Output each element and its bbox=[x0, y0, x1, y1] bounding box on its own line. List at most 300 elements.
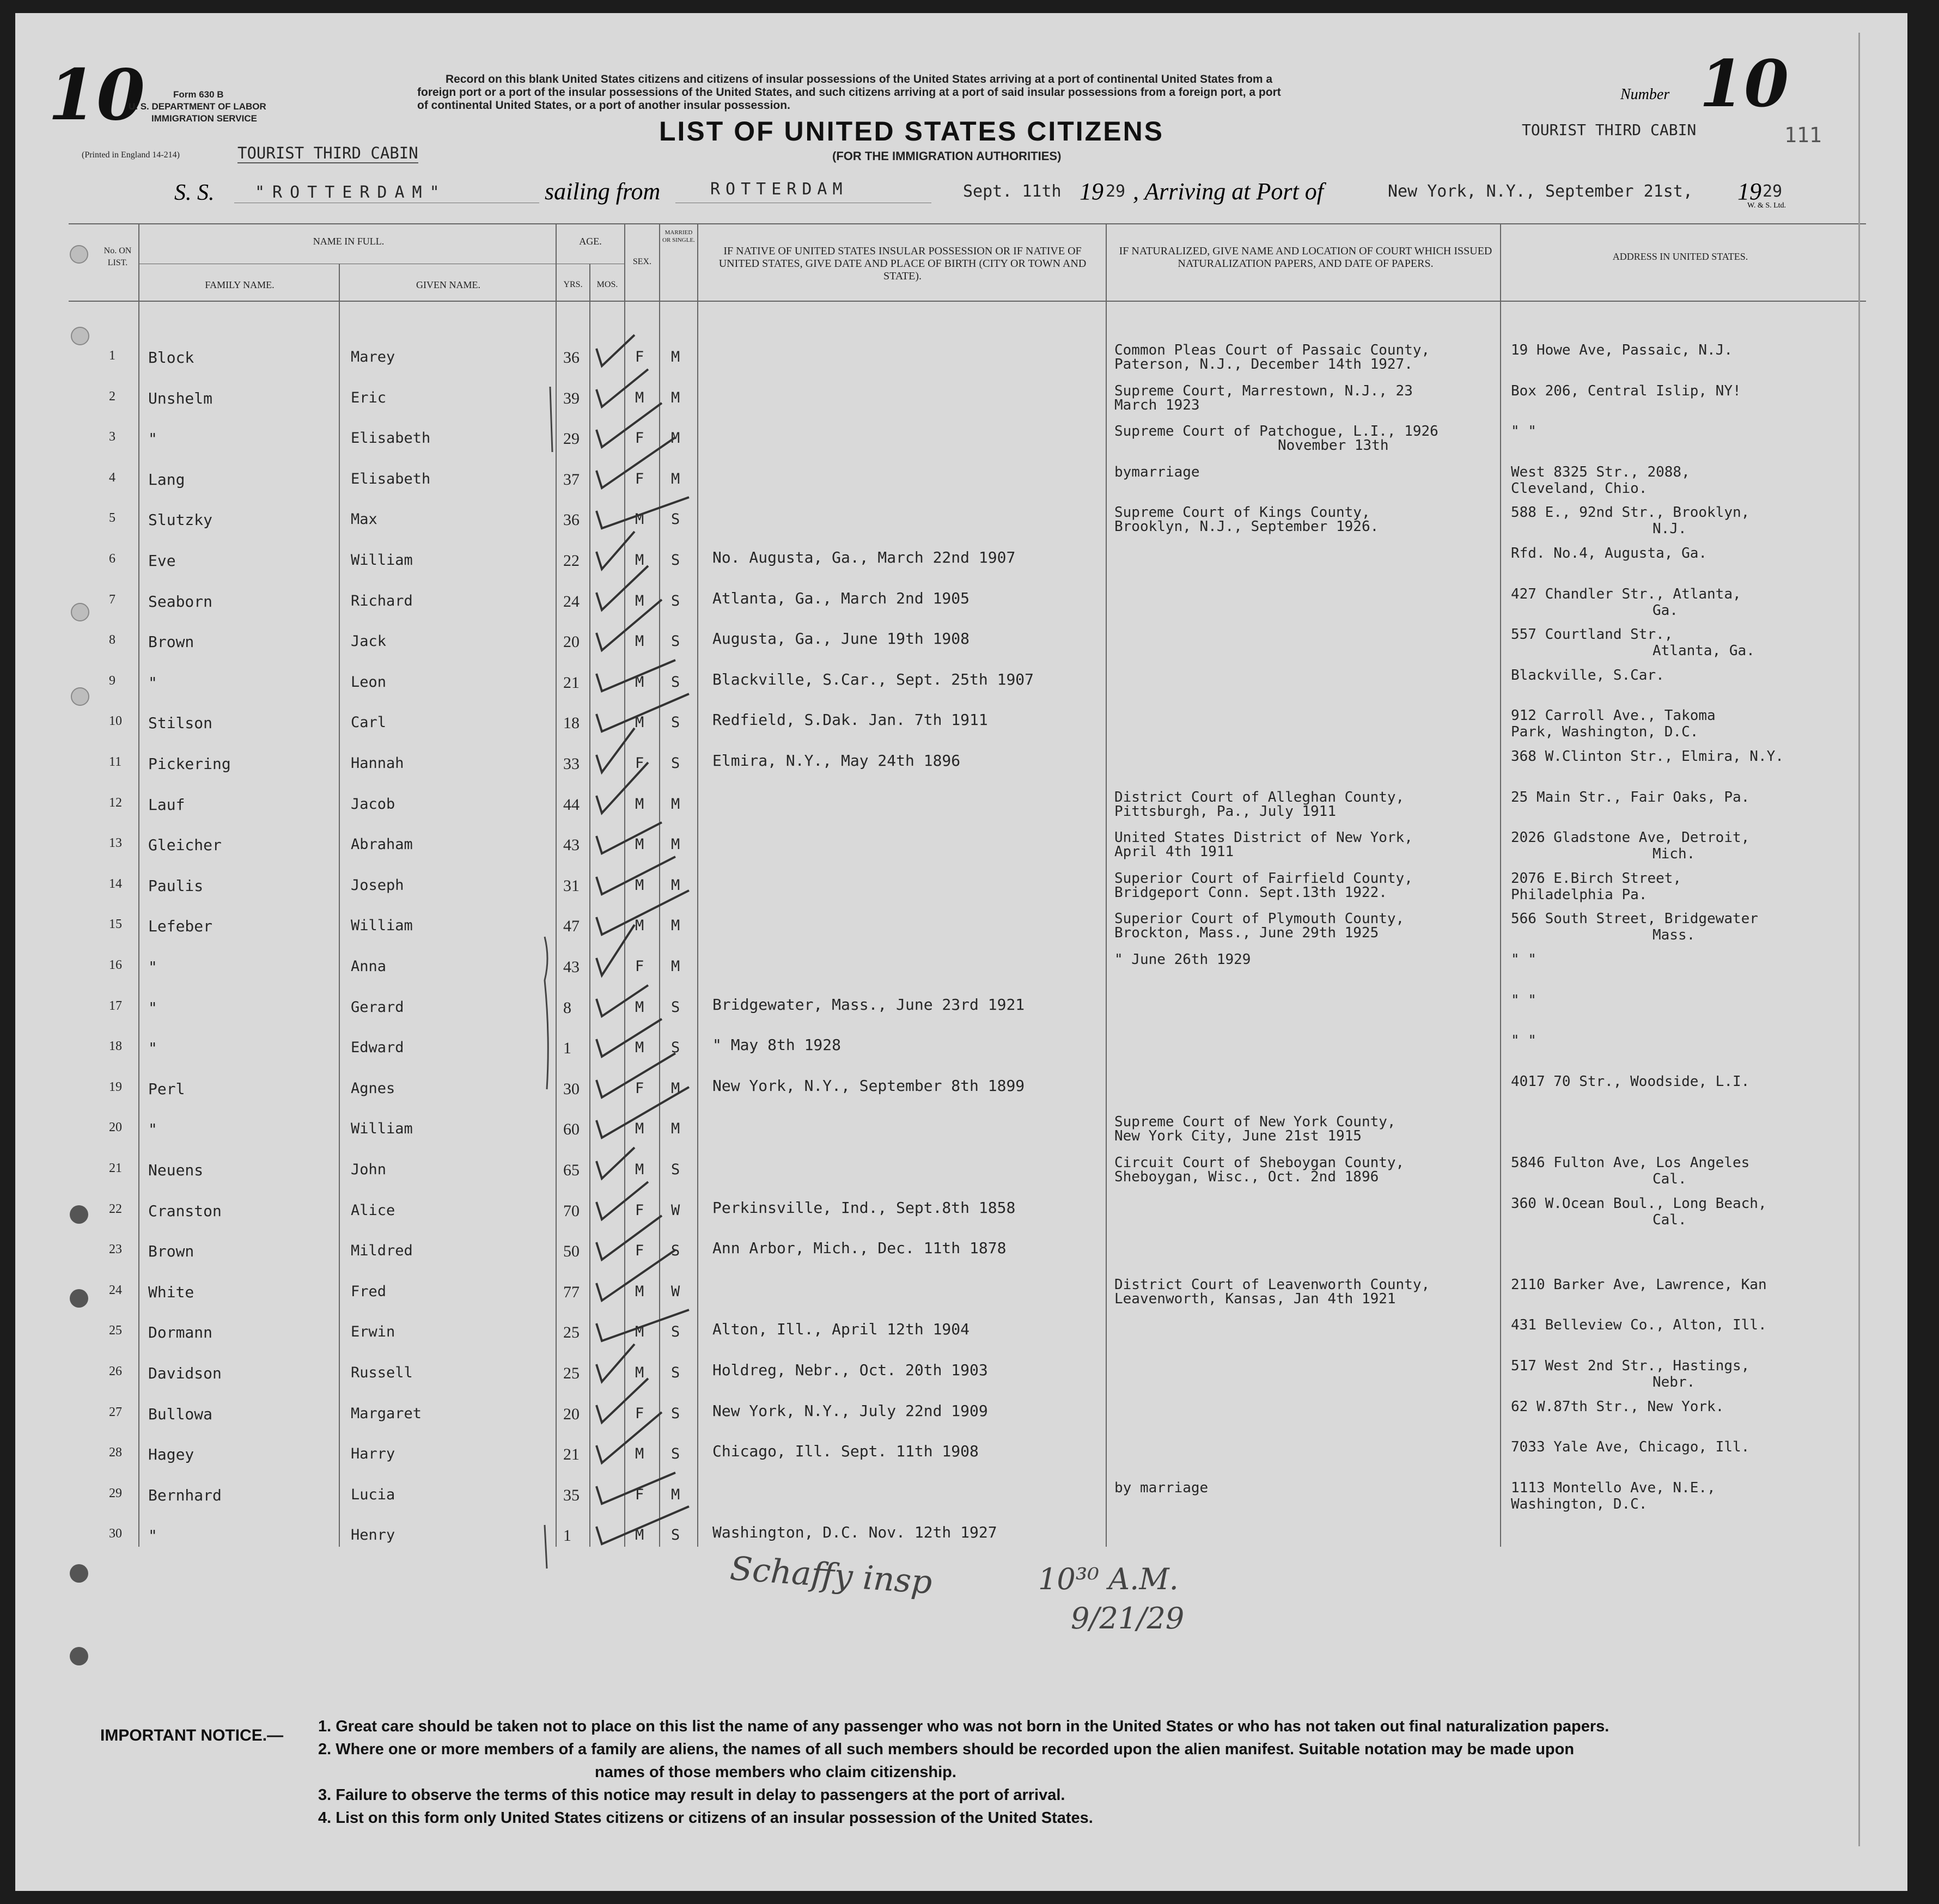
address-line: Cal. bbox=[1653, 1212, 1687, 1228]
birth-place-date: Augusta, Ga., June 19th 1908 bbox=[712, 630, 970, 648]
birth-place-date: Ann Arbor, Mich., Dec. 11th 1878 bbox=[712, 1239, 1007, 1257]
naturalization-line: " June 26th 1929 bbox=[1114, 951, 1251, 968]
notice-label: IMPORTANT NOTICE.— bbox=[100, 1726, 284, 1744]
naturalization-line: Supreme Court of Kings County, bbox=[1114, 504, 1370, 521]
age-years: 29 bbox=[563, 430, 580, 448]
family-name: Eve bbox=[148, 552, 176, 570]
age-years: 31 bbox=[563, 877, 580, 895]
check-mark bbox=[596, 335, 635, 366]
notice-item: 2. Where one or more members of a family are aliens, the names of all such members should be recorded upon the alien manifest. Suitable notation may be made upon bbox=[318, 1741, 1575, 1758]
sex: M bbox=[635, 1283, 644, 1300]
age-years: 35 bbox=[563, 1486, 580, 1504]
family-name: Pickering bbox=[148, 755, 231, 773]
family-name: White bbox=[148, 1283, 194, 1301]
given-name: Joseph bbox=[351, 877, 404, 894]
marital-status: W bbox=[671, 1283, 680, 1300]
family-name: Cranston bbox=[148, 1202, 222, 1220]
age-years: 25 bbox=[563, 1364, 580, 1382]
check-mark bbox=[596, 660, 675, 691]
marital-status: S bbox=[671, 552, 680, 569]
age-years: 25 bbox=[563, 1323, 580, 1341]
instruction-line: of continental United States, or a port of another insular possession. bbox=[417, 99, 790, 112]
given-name: Edward bbox=[351, 1039, 404, 1056]
stamp-number: 111 bbox=[1784, 123, 1822, 147]
family-name: Gleicher bbox=[148, 836, 222, 854]
arrival-year-prefix: 19 bbox=[1737, 178, 1761, 205]
row-number: 21 bbox=[109, 1161, 122, 1175]
check-mark bbox=[596, 985, 648, 1016]
check-mark bbox=[596, 403, 662, 447]
birth-place-date: Alton, Ill., April 12th 1904 bbox=[712, 1320, 970, 1338]
birth-place-date: Bridgewater, Mass., June 23rd 1921 bbox=[712, 996, 1025, 1014]
col-header-family: FAMILY NAME. bbox=[205, 279, 275, 290]
sex: F bbox=[635, 1486, 644, 1503]
given-name: Mildred bbox=[351, 1242, 413, 1259]
check-mark bbox=[596, 857, 675, 894]
col-header-given: GIVEN NAME. bbox=[416, 279, 480, 290]
address-line: 19 Howe Ave, Passaic, N.J. bbox=[1511, 342, 1733, 358]
row-number: 30 bbox=[109, 1527, 122, 1541]
given-name: Alice bbox=[351, 1202, 395, 1219]
address-line: 557 Courtland Str., bbox=[1511, 626, 1673, 643]
col-header-naturalized: IF NATURALIZED, GIVE NAME AND LOCATION OF COURT WHICH ISSUED NATURALIZATION PAPERS, AND DATE OF PAPERS. bbox=[1119, 245, 1492, 270]
corner-number-left: 10 bbox=[48, 54, 145, 136]
address-line: 25 Main Str., Fair Oaks, Pa. bbox=[1511, 789, 1750, 805]
address-line: 5846 Fulton Ave, Los Angeles bbox=[1511, 1155, 1750, 1171]
naturalization-line: by marriage bbox=[1114, 1480, 1209, 1496]
marital-status: S bbox=[671, 511, 680, 528]
check-mark bbox=[596, 822, 662, 853]
check-mark bbox=[596, 1053, 675, 1097]
given-name: John bbox=[351, 1161, 387, 1178]
given-name: Carl bbox=[351, 714, 387, 731]
given-name: Elisabeth bbox=[351, 430, 431, 447]
row-number: 4 bbox=[109, 471, 115, 485]
age-years: 20 bbox=[563, 1405, 580, 1423]
age-years: 22 bbox=[563, 552, 580, 570]
sex: M bbox=[635, 999, 644, 1016]
birth-place-date: Washington, D.C. Nov. 12th 1927 bbox=[712, 1523, 997, 1541]
row-number: 22 bbox=[109, 1202, 122, 1216]
age-years: 36 bbox=[563, 511, 580, 529]
printer-mark: W. & S. Ltd. bbox=[1747, 202, 1786, 210]
ship-prefix: S. S. bbox=[174, 180, 215, 205]
address-line: Blackville, S.Car. bbox=[1511, 667, 1664, 684]
address-line: " " bbox=[1511, 992, 1536, 1009]
family-name: " bbox=[148, 1039, 157, 1057]
given-name: William bbox=[351, 1120, 413, 1137]
age-years: 77 bbox=[563, 1283, 580, 1301]
family-name: Davidson bbox=[148, 1364, 222, 1382]
naturalization-line: April 4th 1911 bbox=[1114, 844, 1234, 860]
family-bracket bbox=[545, 937, 548, 1089]
row-number: 12 bbox=[109, 796, 122, 810]
sex: F bbox=[635, 430, 644, 447]
sex: M bbox=[635, 674, 644, 691]
row-number: 9 bbox=[109, 674, 115, 688]
cabin-class-right: TOURIST THIRD CABIN bbox=[1522, 121, 1697, 139]
arriving-label: , Arriving at Port of bbox=[1133, 178, 1324, 205]
naturalization-line: Brooklyn, N.J., September 1926. bbox=[1114, 518, 1379, 535]
address-line: Philadelphia Pa. bbox=[1511, 887, 1648, 903]
check-mark bbox=[596, 437, 675, 488]
address-line: Park, Washington, D.C. bbox=[1511, 724, 1699, 740]
address-line: 360 W.Ocean Boul., Long Beach, bbox=[1511, 1195, 1767, 1212]
row-number: 8 bbox=[109, 633, 115, 647]
year-suffix: 29 bbox=[1106, 182, 1126, 201]
given-name: Jack bbox=[351, 633, 387, 650]
naturalization-line: United States District of New York, bbox=[1114, 829, 1413, 846]
row-number: 7 bbox=[109, 593, 115, 607]
naturalization-line: Common Pleas Court of Passaic County, bbox=[1114, 342, 1430, 358]
given-name: Harry bbox=[351, 1445, 395, 1462]
given-name: Abraham bbox=[351, 836, 413, 853]
address-line: 2110 Barker Ave, Lawrence, Kan bbox=[1511, 1277, 1767, 1293]
sailing-date: Sept. 11th bbox=[963, 182, 1062, 201]
check-mark bbox=[596, 728, 635, 772]
address-line: N.J. bbox=[1653, 521, 1687, 537]
address-line: 62 W.87th Str., New York. bbox=[1511, 1399, 1724, 1415]
row-number: 10 bbox=[109, 714, 122, 728]
check-mark bbox=[596, 1473, 675, 1504]
naturalization-line: District Court of Leavenworth County, bbox=[1114, 1277, 1430, 1293]
sex: M bbox=[635, 511, 644, 528]
age-years: 50 bbox=[563, 1242, 580, 1260]
check-mark bbox=[596, 1378, 648, 1423]
sailing-label: sailing from bbox=[545, 178, 661, 205]
family-name: Stilson bbox=[148, 714, 213, 732]
check-mark bbox=[596, 1344, 635, 1382]
sex: M bbox=[635, 836, 644, 853]
naturalization-line: Superior Court of Fairfield County, bbox=[1114, 870, 1413, 887]
address-line: " " bbox=[1511, 1033, 1536, 1049]
birth-place-date: Blackville, S.Car., Sept. 25th 1907 bbox=[712, 670, 1034, 688]
check-mark bbox=[596, 1148, 635, 1179]
naturalization-line: March 1923 bbox=[1114, 397, 1200, 413]
row-number: 29 bbox=[109, 1486, 122, 1500]
check-mark bbox=[596, 369, 648, 407]
address-line: 2076 E.Birch Street, bbox=[1511, 870, 1682, 887]
row-number: 19 bbox=[109, 1080, 122, 1094]
sex: M bbox=[635, 877, 644, 894]
notice-item: names of those members who claim citizenship. bbox=[595, 1763, 956, 1781]
given-name: Marey bbox=[351, 349, 395, 365]
given-name: Jacob bbox=[351, 796, 395, 813]
sex: M bbox=[635, 1445, 644, 1462]
sex: F bbox=[635, 1405, 644, 1422]
given-name: William bbox=[351, 552, 413, 569]
marital-status: S bbox=[671, 633, 680, 650]
family-name: Bernhard bbox=[148, 1486, 222, 1504]
row-number: 14 bbox=[109, 877, 122, 891]
age-years: 47 bbox=[563, 917, 580, 935]
marital-status: S bbox=[671, 674, 680, 691]
sex: M bbox=[635, 1364, 644, 1381]
row-number: 17 bbox=[109, 999, 122, 1013]
age-years: 36 bbox=[563, 349, 580, 367]
page-title: LIST OF UNITED STATES CITIZENS bbox=[659, 116, 1164, 147]
row-number: 25 bbox=[109, 1323, 122, 1338]
age-years: 44 bbox=[563, 796, 580, 814]
marital-status: M bbox=[671, 836, 680, 853]
row-number: 13 bbox=[109, 836, 122, 850]
col-header-no: No. ON LIST. bbox=[103, 246, 132, 267]
family-bracket bbox=[550, 387, 552, 452]
check-mark bbox=[596, 1019, 662, 1057]
age-years: 43 bbox=[563, 958, 580, 976]
sex: F bbox=[635, 349, 644, 365]
naturalization-line: bymarriage bbox=[1114, 464, 1200, 480]
row-number: 11 bbox=[109, 755, 122, 769]
row-number: 6 bbox=[109, 552, 115, 566]
marital-status: M bbox=[671, 1080, 680, 1097]
given-name: Leon bbox=[351, 674, 387, 691]
row-number: 26 bbox=[109, 1364, 122, 1378]
address-line: 912 Carroll Ave., Takoma bbox=[1511, 707, 1716, 724]
inspection-date: 9/21/29 bbox=[1071, 1601, 1185, 1636]
notice-item: 3. Failure to observe the terms of this notice may result in delay to passengers at the port of arrival. bbox=[318, 1786, 1065, 1804]
form-line: U. S. DEPARTMENT OF LABOR bbox=[129, 101, 266, 112]
sex: M bbox=[635, 389, 644, 406]
sex: M bbox=[635, 593, 644, 609]
family-name: Paulis bbox=[148, 877, 204, 895]
marital-status: S bbox=[671, 1527, 680, 1543]
page-subtitle: (FOR THE IMMIGRATION AUTHORITIES) bbox=[832, 149, 1062, 163]
marital-status: S bbox=[671, 1242, 680, 1259]
family-name: Unshelm bbox=[148, 389, 213, 407]
given-name: Max bbox=[351, 511, 377, 528]
row-number: 18 bbox=[109, 1039, 122, 1053]
address-line: Nebr. bbox=[1653, 1374, 1696, 1390]
given-name: Erwin bbox=[351, 1323, 395, 1340]
marital-status: S bbox=[671, 1405, 680, 1422]
family-name: Brown bbox=[148, 1242, 194, 1260]
form-line: IMMIGRATION SERVICE bbox=[151, 113, 257, 124]
address-line: Atlanta, Ga. bbox=[1653, 643, 1755, 659]
naturalization-line: District Court of Alleghan County, bbox=[1114, 789, 1405, 805]
col-header-yrs: YRS. bbox=[563, 280, 583, 289]
given-name: Eric bbox=[351, 389, 387, 406]
notice-item: 4. List on this form only United States citizens or citizens of an insular possession of the United States. bbox=[318, 1809, 1093, 1827]
naturalization-line: Superior Court of Plymouth County, bbox=[1114, 911, 1405, 927]
marital-status: M bbox=[671, 796, 680, 813]
sex: M bbox=[635, 633, 644, 650]
address-line: Cal. bbox=[1653, 1171, 1687, 1187]
sex: F bbox=[635, 958, 644, 975]
sex: M bbox=[635, 1161, 644, 1178]
age-years: 37 bbox=[563, 471, 580, 489]
family-name: Bullowa bbox=[148, 1405, 213, 1423]
address-line: " " bbox=[1511, 423, 1536, 440]
marital-status: S bbox=[671, 714, 680, 731]
family-name: Block bbox=[148, 349, 194, 367]
marital-status: S bbox=[671, 1364, 680, 1381]
given-name: Lucia bbox=[351, 1486, 395, 1503]
marital-status: S bbox=[671, 999, 680, 1016]
address-line: 427 Chandler Str., Atlanta, bbox=[1511, 586, 1741, 602]
family-name: Seaborn bbox=[148, 593, 213, 611]
address-line: 4017 70 Str., Woodside, L.I. bbox=[1511, 1073, 1750, 1090]
row-number: 15 bbox=[109, 917, 122, 931]
address-line: Box 206, Central Islip, NY! bbox=[1511, 383, 1741, 399]
age-years: 21 bbox=[563, 674, 580, 692]
instruction-line: Record on this blank United States citizens and citizens of insular possessions of the United States arriving at a port of continental United States from a bbox=[446, 73, 1273, 86]
birth-place-date: Atlanta, Ga., March 2nd 1905 bbox=[712, 589, 970, 607]
naturalization-line: Supreme Court of New York County, bbox=[1114, 1114, 1396, 1130]
family-name: Dormann bbox=[148, 1323, 213, 1341]
inspector-signature: Schaffy insp bbox=[729, 1549, 934, 1602]
naturalization-line: Brockton, Mass., June 29th 1925 bbox=[1114, 925, 1379, 941]
sex: F bbox=[635, 755, 644, 772]
family-name: Neuens bbox=[148, 1161, 204, 1179]
row-number: 20 bbox=[109, 1120, 122, 1134]
check-mark bbox=[596, 532, 635, 569]
birth-place-date: No. Augusta, Ga., March 22nd 1907 bbox=[712, 548, 1016, 566]
given-name: Russell bbox=[351, 1364, 413, 1381]
age-years: 60 bbox=[563, 1120, 580, 1138]
naturalization-line: Paterson, N.J., December 14th 1927. bbox=[1114, 356, 1413, 373]
marital-status: S bbox=[671, 1323, 680, 1340]
family-name: Brown bbox=[148, 633, 194, 651]
family-name: Hagey bbox=[148, 1445, 194, 1463]
naturalization-line: Supreme Court, Marrestown, N.J., 23 bbox=[1114, 383, 1413, 399]
ship-name: "ROTTERDAM" bbox=[255, 183, 447, 202]
marital-status: M bbox=[671, 389, 680, 406]
age-years: 21 bbox=[563, 1445, 580, 1463]
marital-status: S bbox=[671, 1445, 680, 1462]
address-line: Cleveland, Chio. bbox=[1511, 480, 1648, 497]
family-name: Slutzky bbox=[148, 511, 213, 529]
row-number: 28 bbox=[109, 1445, 122, 1460]
address-line: 7033 Yale Ave, Chicago, Ill. bbox=[1511, 1439, 1750, 1455]
age-years: 33 bbox=[563, 755, 580, 773]
sex: F bbox=[635, 1080, 644, 1097]
address-line: 588 E., 92nd Str., Brooklyn, bbox=[1511, 504, 1750, 521]
birth-place-date: New York, N.Y., September 8th 1899 bbox=[712, 1077, 1025, 1095]
age-years: 65 bbox=[563, 1161, 580, 1179]
given-name: Margaret bbox=[351, 1405, 422, 1422]
given-name: Hannah bbox=[351, 755, 404, 772]
given-name: Fred bbox=[351, 1283, 387, 1300]
sex: F bbox=[635, 471, 644, 487]
address-line: Mass. bbox=[1653, 927, 1696, 943]
col-header-sex: SEX. bbox=[632, 257, 652, 266]
row-number: 5 bbox=[109, 511, 115, 525]
birth-place-date: " May 8th 1928 bbox=[712, 1036, 842, 1054]
address-line: 517 West 2nd Str., Hastings, bbox=[1511, 1358, 1750, 1374]
corner-number-right: 10 bbox=[1699, 46, 1789, 121]
age-years: 1 bbox=[563, 1039, 571, 1057]
given-name: William bbox=[351, 917, 413, 934]
sex: M bbox=[635, 552, 644, 569]
address-line: Washington, D.C. bbox=[1511, 1496, 1648, 1512]
row-number: 16 bbox=[109, 958, 122, 972]
family-name: Perl bbox=[148, 1080, 185, 1098]
check-mark bbox=[596, 1250, 675, 1301]
family-name: " bbox=[148, 1527, 157, 1545]
row-number: 27 bbox=[109, 1405, 122, 1419]
marital-status: M bbox=[671, 917, 680, 934]
age-years: 70 bbox=[563, 1202, 580, 1220]
given-name: Elisabeth bbox=[351, 471, 431, 487]
check-mark bbox=[596, 1506, 689, 1544]
row-number: 1 bbox=[109, 349, 115, 363]
age-years: 39 bbox=[563, 389, 580, 407]
family-name: Lauf bbox=[148, 796, 185, 814]
marital-status: M bbox=[671, 430, 680, 447]
form-line: Form 630 B bbox=[173, 89, 224, 100]
check-mark bbox=[596, 890, 689, 935]
address-line: Ga. bbox=[1653, 602, 1678, 619]
address-line: 566 South Street, Bridgewater bbox=[1511, 911, 1758, 927]
year-prefix: 19 bbox=[1080, 178, 1103, 205]
marital-status: S bbox=[671, 755, 680, 772]
check-mark bbox=[596, 1216, 662, 1260]
birth-place-date: New York, N.Y., July 22nd 1909 bbox=[712, 1402, 988, 1420]
birth-place-date: Perkinsville, Ind., Sept.8th 1858 bbox=[712, 1199, 1016, 1217]
row-number: 24 bbox=[109, 1283, 122, 1297]
sailing-port: ROTTERDAM bbox=[710, 180, 848, 199]
family-bracket bbox=[545, 1525, 547, 1569]
sex: M bbox=[635, 1120, 644, 1137]
naturalization-line: Circuit Court of Sheboygan County, bbox=[1114, 1155, 1405, 1171]
birth-place-date: Holdreg, Nebr., Oct. 20th 1903 bbox=[712, 1361, 988, 1379]
age-years: 24 bbox=[563, 593, 580, 611]
row-number: 3 bbox=[109, 430, 115, 444]
address-line: 368 W.Clinton Str., Elmira, N.Y. bbox=[1511, 748, 1784, 765]
family-name: Lang bbox=[148, 471, 185, 489]
birth-place-date: Redfield, S.Dak. Jan. 7th 1911 bbox=[712, 711, 988, 729]
given-name: Agnes bbox=[351, 1080, 395, 1097]
given-name: Henry bbox=[351, 1527, 395, 1543]
naturalization-line: Bridgeport Conn. Sept.13th 1922. bbox=[1114, 884, 1387, 901]
age-years: 1 bbox=[563, 1527, 571, 1545]
address-line: 2026 Gladstone Ave, Detroit, bbox=[1511, 829, 1750, 846]
printed-note: (Printed in England 14-214) bbox=[82, 150, 180, 160]
address-line: Mich. bbox=[1653, 846, 1696, 862]
age-years: 18 bbox=[563, 714, 580, 732]
birth-place-date: Chicago, Ill. Sept. 11th 1908 bbox=[712, 1442, 979, 1460]
sex: M bbox=[635, 1527, 644, 1543]
given-name: Richard bbox=[351, 593, 413, 609]
check-mark bbox=[596, 1182, 648, 1219]
naturalization-line: Supreme Court of Patchogue, L.I., 1926 bbox=[1114, 423, 1438, 440]
family-name: " bbox=[148, 1120, 157, 1138]
row-number: 23 bbox=[109, 1242, 122, 1256]
address-line: 1113 Montello Ave, N.E., bbox=[1511, 1480, 1716, 1496]
arrival-year-suffix: 29 bbox=[1763, 182, 1783, 201]
sex: M bbox=[635, 1323, 644, 1340]
family-name: " bbox=[148, 674, 157, 692]
marital-status: M bbox=[671, 471, 680, 487]
sex: M bbox=[635, 796, 644, 813]
address-line: " " bbox=[1511, 951, 1536, 968]
given-name: Gerard bbox=[351, 999, 404, 1016]
naturalization-line: November 13th bbox=[1278, 437, 1389, 454]
sex: F bbox=[635, 1242, 644, 1259]
sex: M bbox=[635, 714, 644, 731]
inspection-time: 10³⁰ A.M. bbox=[1038, 1562, 1179, 1596]
marital-status: M bbox=[671, 877, 680, 894]
family-name: Lefeber bbox=[148, 917, 213, 935]
row-number: 2 bbox=[109, 389, 115, 404]
family-name: " bbox=[148, 958, 157, 976]
check-mark bbox=[596, 1087, 689, 1138]
address-line: West 8325 Str., 2088, bbox=[1511, 464, 1690, 480]
family-name: " bbox=[148, 430, 157, 448]
sex: M bbox=[635, 1039, 644, 1056]
naturalization-line: New York City, June 21st 1915 bbox=[1114, 1128, 1362, 1144]
